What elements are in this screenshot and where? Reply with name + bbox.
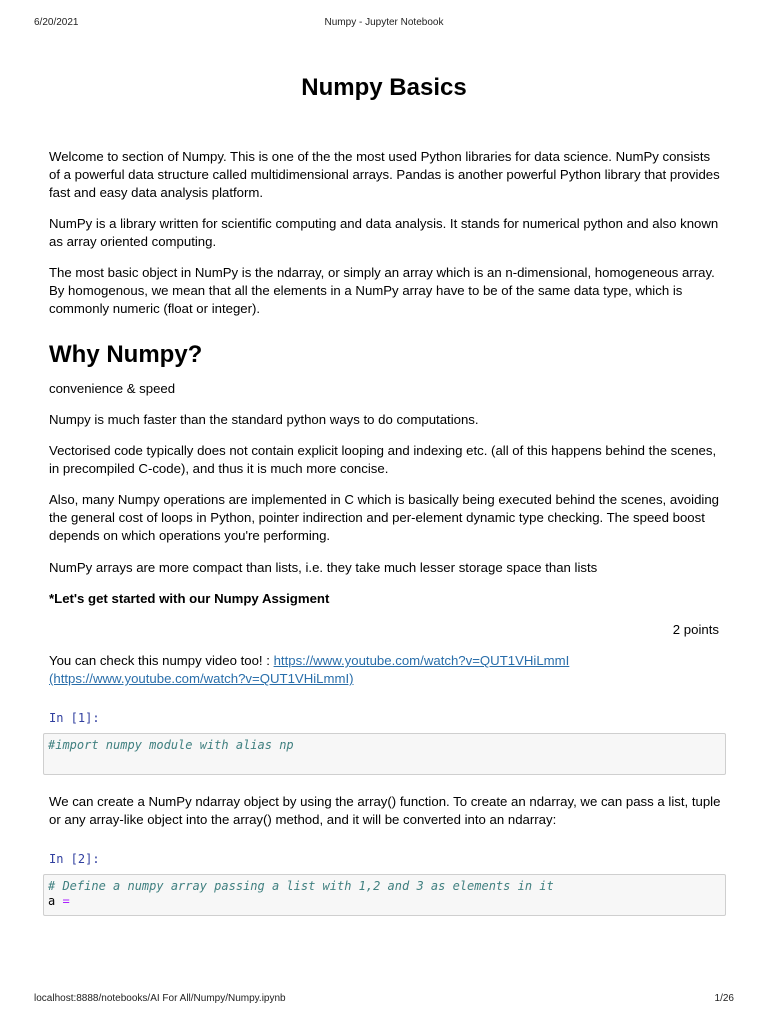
video-link-paren[interactable]: (https://www.youtube.com/watch?v=QUT1VHiLmmI) xyxy=(49,671,354,686)
why-paragraph-5: NumPy arrays are more compact than lists, i.e. they take much lesser storage space than lists xyxy=(49,560,598,575)
print-url: localhost:8888/notebooks/AI For All/Numpy/Numpy.ipynb xyxy=(34,993,286,1004)
intro-paragraph-1: Welcome to section of Numpy. This is one of the the most used Python libraries for data science. NumPy consists of a powerful data structure called multidimensional arrays. Pandas is another powerful Python library that provides fast and easy data analysis platform. xyxy=(49,149,720,200)
cell-2-operator: = xyxy=(62,894,70,908)
code-cell-2[interactable] xyxy=(43,874,726,916)
video-prefix: You can check this numpy video too! : xyxy=(49,653,274,668)
cell-2-variable: a xyxy=(48,894,56,908)
cell-1-comment: #import numpy module with alias np xyxy=(48,738,294,752)
print-footer xyxy=(34,993,734,1007)
video-paragraph xyxy=(49,652,721,688)
points-label: 2 points xyxy=(672,622,719,637)
print-date: 6/20/2021 xyxy=(34,17,79,28)
cell-2-comment: # Define a numpy array passing a list with 1,2 and 3 as elements in it xyxy=(48,879,554,893)
why-paragraph-1: convenience & speed xyxy=(49,381,176,396)
why-paragraph-4: Also, many Numpy operations are implemented in C which is basically being executed behind the scenes, avoiding the general cost of loops in Python, pointer indirection and per-element dynamic type checking. The speed boost depends on which operations you're performing. xyxy=(49,492,719,543)
print-page-title: Numpy - Jupyter Notebook xyxy=(324,17,444,28)
video-link[interactable]: https://www.youtube.com/watch?v=QUT1VHiLmmI xyxy=(273,653,570,668)
why-paragraph-2: Numpy is much faster than the standard python ways to do computations. xyxy=(49,412,479,427)
code-cell-1[interactable] xyxy=(43,733,726,775)
intro-paragraph-3: The most basic object in NumPy is the ndarray, or simply an array which is an n-dimensional, homogeneous array. By homogenous, we mean that all the elements in a NumPy array have to be of the same data type, which is commonly numeric (float or integer). xyxy=(49,265,715,316)
why-paragraph-3: Vectorised code typically does not contain explicit looping and indexing etc. (all of this happens behind the scenes, in precompiled C-code), and thus it is much more concise. xyxy=(49,443,717,476)
get-started-text: *Let's get started with our Numpy Assigment xyxy=(49,591,330,606)
cell-2-prompt: In [2]: xyxy=(49,852,100,866)
intro-paragraph-2: NumPy is a library written for scientific computing and data analysis. It stands for numerical python and also known as array oriented computing. xyxy=(49,216,719,249)
why-numpy-heading: Why Numpy? xyxy=(49,341,203,368)
array-paragraph: We can create a NumPy ndarray object by using the array() function. To create an ndarray, we can pass a list, tuple or any array-like object into the array() method, and it will be converted into an ndarray: xyxy=(49,794,721,827)
cell-1-prompt: In [1]: xyxy=(49,711,100,725)
print-page-number: 1/26 xyxy=(714,993,734,1004)
notebook-title: Numpy Basics xyxy=(301,74,467,101)
